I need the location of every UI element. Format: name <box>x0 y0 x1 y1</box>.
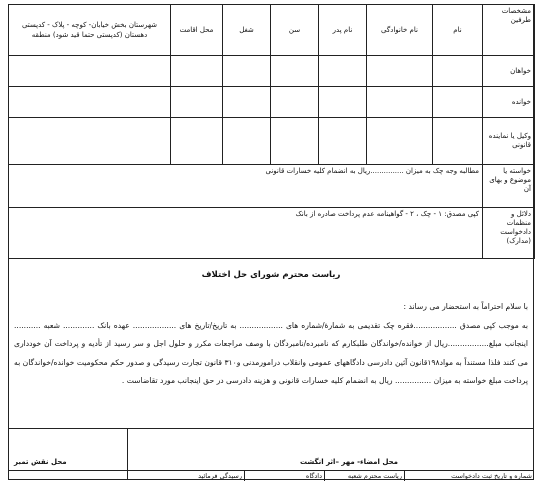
header-father-name: نام پدر <box>319 5 367 56</box>
greeting-text: با سلام احتراماً به استحضار می رساند : <box>403 302 528 311</box>
petition-title: ریاست محترم شورای حل اختلاف <box>201 270 341 280</box>
row-label-plaintiff: خواهان <box>483 56 535 87</box>
row-label-attorney: وکیل یا نماینده قانونی <box>483 118 535 165</box>
evidence-label: دلائل و منظمات دادخواست (مدارک) <box>483 208 535 259</box>
court-cell: دادگاه <box>244 471 324 481</box>
petition-paragraph: به موجب کپی مصدق ..................فقره چک تقدیمی به شمارهٔ/شماره های .................. به تاریخ/تاریخ های .................. عهده بانک ............. شعبه ........... اینجانب مبلغ.................ریال از خوانده/خواندگان طلبکارم که نامبرده/نامبردگان با وصف مراجعات مکرر و حلول اجل و سر رسید از تأدیه و پرداخت آن خودداری می کنند فلذا مستنداً به مواد۱۹۸قانون آئین دادرسی دادگاههای عمومی وانقلاب درامورمدنی و۳۱۰ قانون تجارت رسیدگی و صدور حکم محکومیت خوانده/خواندگان به پرداخت مبلغ خواسته به میزان ............... ریال به انضمام کلیه خسارات قانونی و هزینه دادرسی در حق اینجانب مورد تقاضاست . <box>14 320 529 386</box>
signature-label: محل امضاء- مهر –اثر انگشت <box>300 458 398 466</box>
row-label-defendant: خوانده <box>483 87 535 118</box>
page-frame <box>8 4 534 480</box>
claim-label: خواسته یا موضوع و بهای آن <box>483 165 535 208</box>
header-address: شهرستان بخش خیابان- کوچه - پلاک - کدپستی دهستان (کدپستی حتما قید شود) منطقه <box>9 5 171 56</box>
header-occupation: شغل <box>223 5 271 56</box>
header-last-name: نام خانوادگی <box>367 5 433 56</box>
header-first-name: نام <box>433 5 483 56</box>
branch-cell: ریاست محترم شعبه <box>324 471 404 481</box>
review-cell: رسیدگی فرمائید <box>198 472 242 480</box>
evidence-text[interactable]: کپی مصدق: ۱ - چک ، ۲ - گواهینامه عدم پرداخت صادره از بانک <box>9 208 483 259</box>
header-parties: مشخصات طرفین <box>483 5 535 56</box>
registration-cell: شماره و تاریخ ثبت دادخواست <box>404 471 534 481</box>
claim-text[interactable]: مطالبه وجه چک به میزان ...............ریال به انضمام کلیه خسارات قانونی <box>9 165 483 208</box>
header-residence: محل اقامت <box>171 5 223 56</box>
header-age: سن <box>271 5 319 56</box>
stamp-label: محل نقش تمبر <box>14 458 67 466</box>
